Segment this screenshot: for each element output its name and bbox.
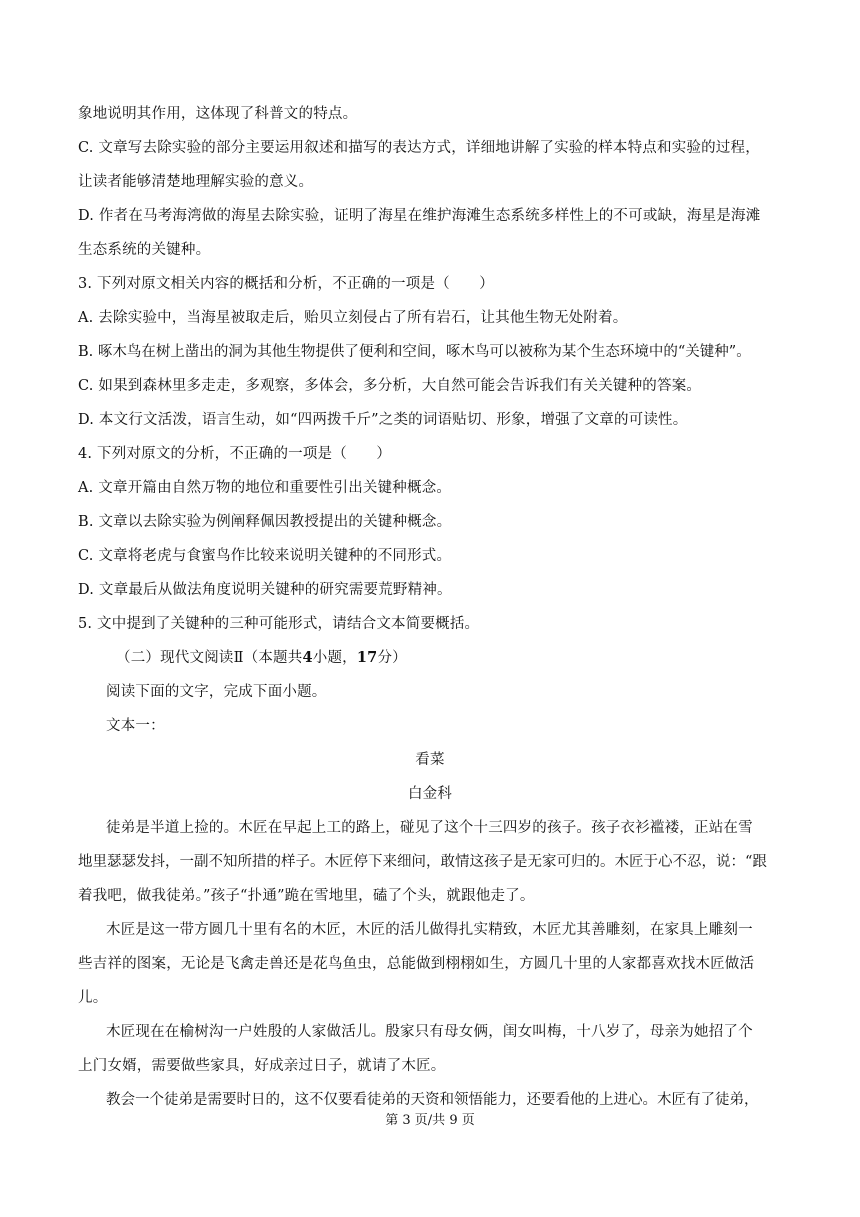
section-heading: （二）现代文阅读Ⅱ（本题共4小题，17分） xyxy=(116,649,407,666)
page-footer: 第 3 页/共 9 页 xyxy=(385,1113,475,1128)
story-title: 看菜 xyxy=(415,752,445,768)
q3-option-b: B. 啄木鸟在树上凿出的洞为其他生物提供了便利和空间，啄木鸟可以被称为某个生态环境中的“关键种”。 xyxy=(78,344,751,360)
story-line: 儿。 xyxy=(78,990,108,1006)
story-line: 着我吧，做我徒弟。”孩子“扑通”跪在雪地里，磕了个头，就跟他走了。 xyxy=(78,888,535,904)
option-d-line: D. 作者在马考海湾做的海星去除实验，证明了海星在维护海滩生态系统多样性上的不可或缺，海星是海滩 xyxy=(78,208,761,224)
option-c-line: C. 文章写去除实验的部分主要运用叙述和描写的表达方式，详细地讲解了实验的样本特点和实验的过程， xyxy=(78,140,760,156)
q3-option-a: A. 去除实验中，当海星被取走后，贻贝立刻侵占了所有岩石，让其他生物无处附着。 xyxy=(78,310,628,326)
story-line: 徒弟是半道上捡的。木匠在早起上工的路上，碰见了这个十三四岁的孩子。孩子衣衫褴褛，正站在雪 xyxy=(106,820,753,836)
text-line: 象地说明其作用，这体现了科普文的特点。 xyxy=(78,106,358,122)
q3-option-c: C. 如果到森林里多走走，多观察，多体会，多分析，大自然可能会告诉我们有关关键种的答案。 xyxy=(78,378,702,394)
text-label: 文本一： xyxy=(106,718,165,734)
text-line: 生态系统的关键种。 xyxy=(78,242,211,258)
q4-option-b: B. 文章以去除实验为例阐释佩因教授提出的关键种概念。 xyxy=(78,514,452,530)
question-count: 4 xyxy=(302,649,313,666)
story-author: 白金科 xyxy=(407,786,453,802)
total-points: 17 xyxy=(356,649,378,666)
story-line: 上门女婿，需要做些家具，好成亲过日子，就请了木匠。 xyxy=(78,1058,446,1074)
question-4: 4. 下列对原文的分析，不正确的一项是（ ） xyxy=(78,446,392,462)
question-5: 5. 文中提到了关键种的三种可能形式，请结合文本简要概括。 xyxy=(78,616,480,632)
story-line: 些吉祥的图案，无论是飞禽走兽还是花鸟鱼虫，总能做到栩栩如生，方圆几十里的人家都喜欢找木匠做活 xyxy=(78,956,755,972)
story-line: 教会一个徒弟是需要时日的，这不仅要看徒弟的天资和领悟能力，还要看他的上进心。木匠有了徒弟， xyxy=(106,1092,759,1108)
text-line: 让读者能够清楚地理解实验的意义。 xyxy=(78,174,314,190)
story-line: 木匠是这一带方圆几十里有名的木匠，木匠的活儿做得扎实精致，木匠尤其善雕刻，在家具上雕刻一 xyxy=(106,922,753,938)
q3-option-d: D. 本文行文活泼，语言生动，如“四两拨千斤”之类的词语贴切、形象，增强了文章的可读性。 xyxy=(78,412,688,428)
q4-option-c: C. 文章将老虎与食蜜鸟作比较来说明关键种的不同形式。 xyxy=(78,548,452,564)
instruction: 阅读下面的文字，完成下面小题。 xyxy=(106,684,327,700)
story-line: 木匠现在在榆树沟一户姓殷的人家做活儿。殷家只有母女俩，闺女叫梅，十八岁了，母亲为她招了个 xyxy=(106,1024,753,1040)
story-line: 地里瑟瑟发抖，一副不知所措的样子。木匠停下来细问，敢情这孩子是无家可归的。木匠于心不忍，说：“跟 xyxy=(78,854,767,870)
q4-option-d: D. 文章最后从做法角度说明关键种的研究需要荒野精神。 xyxy=(78,582,452,598)
q4-option-a: A. 文章开篇由自然万物的地位和重要性引出关键种概念。 xyxy=(78,480,452,496)
question-3: 3. 下列对原文相关内容的概括和分析，不正确的一项是（ ） xyxy=(78,276,494,292)
